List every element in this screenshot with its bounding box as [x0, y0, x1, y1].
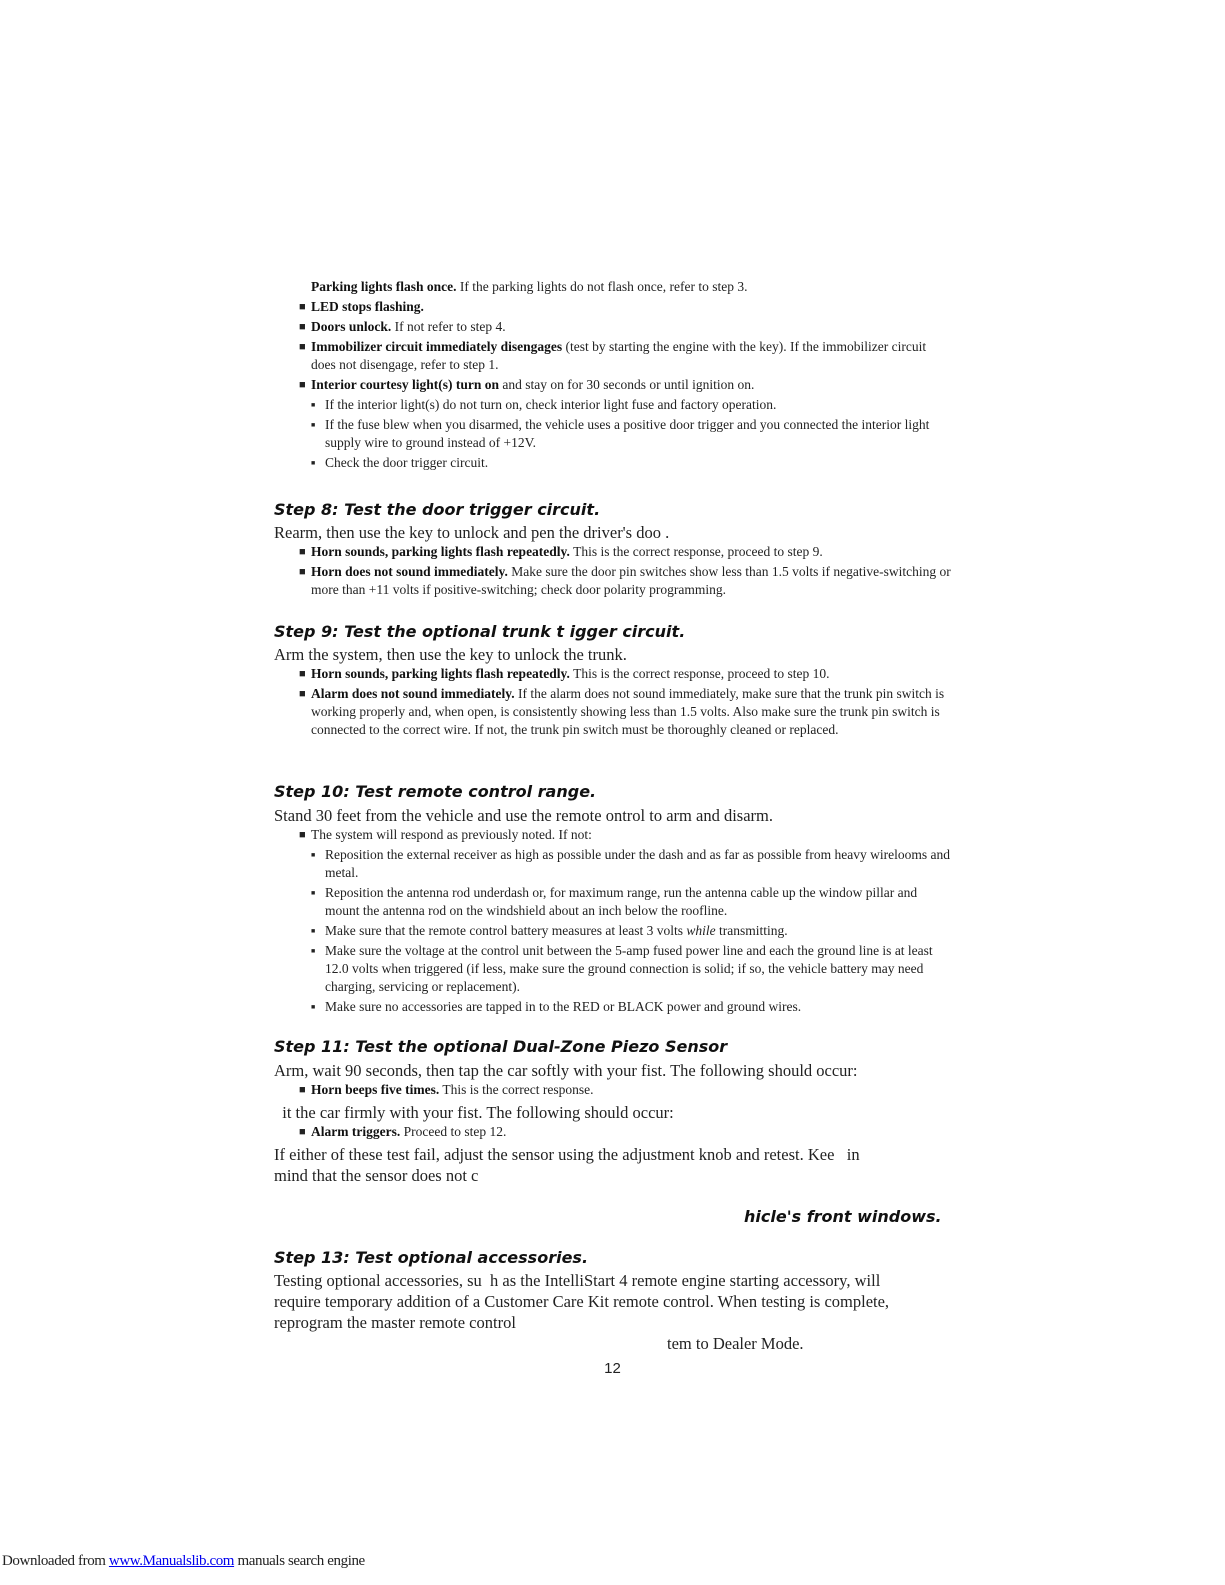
square-bullet-icon: ■ — [299, 1126, 306, 1138]
list-item: ■ Horn beeps five times. This is the correct response. — [299, 1082, 594, 1097]
sub-item: ■ If the interior light(s) do not turn on, check interior light fuse and factory operation. — [311, 397, 777, 412]
sub-item: ■ Make sure that the remote control battery measures at least 3 volts while transmitting. — [311, 923, 788, 938]
sub-item: ■ Make sure no accessories are tapped in to the RED or BLACK power and ground wires. — [311, 999, 802, 1014]
square-bullet-icon: ■ — [299, 668, 306, 680]
parking-lights-item — [274, 278, 954, 296]
step10-intro: Stand 30 feet from the vehicle and use the remote ontrol to arm and disarm. — [274, 806, 773, 825]
step11-intro-2: it the car firmly with your fist. The following should occur: — [274, 1103, 674, 1122]
step11-para-line1: If either of these test fail, adjust the sensor using the adjustment knob and retest. Kee in — [274, 1145, 860, 1164]
square-bullet-icon: ■ — [299, 301, 306, 313]
step9-intro: Arm the system, then use the key to unlock the trunk. — [274, 645, 627, 664]
small-bullet-icon: ■ — [311, 889, 316, 897]
small-bullet-icon: ■ — [311, 927, 316, 935]
step11-para-line2: mind that the sensor does not c — [274, 1166, 479, 1185]
list-item: ■ Alarm triggers. Proceed to step 12. — [299, 1124, 507, 1139]
step11-heading: Step 11: Test the optional Dual-Zone Piezo Sensor — [274, 1037, 728, 1056]
sub-item: ■ Make sure the voltage at the control unit between the 5-amp fused power line and each the ground line is at least 12.0 volts when triggered (if less, make sure the ground connection is solid; if so, the vehicle battery may need charging, servicing or replacement). — [311, 943, 933, 994]
square-bullet-icon: ■ — [299, 1084, 306, 1096]
square-bullet-icon: ■ — [299, 688, 306, 700]
small-bullet-icon: ■ — [311, 459, 316, 467]
interior-light-bold: Interior courtesy light(s) turn on — [311, 377, 499, 392]
small-bullet-icon: ■ — [311, 401, 316, 409]
parking-lights-text: If the parking lights do not flash once, refer to step 3. — [459, 279, 748, 294]
interior-light-text: and stay on for 30 seconds or until ignition on. — [502, 377, 755, 392]
step9-list — [274, 665, 954, 739]
led-item — [299, 298, 954, 316]
page-number: 12 — [604, 1360, 621, 1377]
step10-list — [274, 826, 954, 1016]
manualslib-link[interactable]: www.Manualslib.com — [108, 1553, 235, 1569]
interior-light-item — [299, 376, 954, 394]
square-bullet-icon: ■ — [299, 566, 306, 578]
immobilizer-text: (test by starting the engine with the key). If the immobilizer circuit does not disengage, refer to step 1. — [311, 339, 927, 372]
step8-list — [274, 543, 954, 599]
step13-line3: reprogram the master remote control — [274, 1313, 516, 1332]
doors-item — [299, 318, 954, 336]
sub-item: ■ Reposition the external receiver as high as possible under the dash and as far as possible from heavy wirelooms and metal. — [311, 847, 950, 880]
immobilizer-bold: Immobilizer circuit immediately disengages — [311, 339, 563, 354]
small-bullet-icon: ■ — [311, 1003, 316, 1011]
step12-heading-fragment: hicle's front windows. — [744, 1207, 942, 1226]
step13-line4: tem to Dealer Mode. — [667, 1334, 804, 1353]
square-bullet-icon: ■ — [299, 379, 306, 391]
sub-item: ■ Check the door trigger circuit. — [311, 455, 489, 470]
step11-list-1 — [274, 1081, 954, 1099]
download-footer — [2, 1553, 365, 1570]
doors-bold: Doors unlock. — [311, 319, 392, 334]
led-bold: LED stops flashing. — [311, 299, 424, 314]
top-result-list — [274, 278, 954, 472]
parking-lights-bold: Parking lights flash once. — [311, 279, 457, 294]
footer-prefix: Downloaded from — [2, 1553, 106, 1569]
small-bullet-icon: ■ — [311, 947, 316, 955]
list-item: ■ Horn sounds, parking lights flash repeatedly. This is the correct response, proceed to step 9. — [299, 544, 823, 559]
small-bullet-icon: ■ — [311, 851, 316, 859]
step11-intro: Arm, wait 90 seconds, then tap the car softly with your fist. The following should occur: — [274, 1061, 858, 1080]
immobilizer-item — [299, 338, 954, 374]
footer-suffix: manuals search engine — [237, 1553, 365, 1569]
list-item: ■ Alarm does not sound immediately. If the alarm does not sound immediately, make sure that the trunk pin switch is working properly and, when open, is consistently showing less than 1.5 volts. Also make sure the trunk pin switch is connected to the correct wire. If not, the trunk pin switch must be thoroughly cleaned or replaced. — [299, 686, 945, 737]
square-bullet-icon: ■ — [299, 341, 306, 353]
list-item: ■ Horn sounds, parking lights flash repeatedly. This is the correct response, proceed to step 10. — [299, 666, 830, 681]
step10-heading: Step 10: Test remote control range. — [274, 782, 597, 801]
doors-text: If not refer to step 4. — [394, 319, 506, 334]
step13-line1: Testing optional accessories, su h as the IntelliStart 4 remote engine starting accessory, will — [274, 1271, 881, 1290]
step8-heading: Step 8: Test the door trigger circuit. — [274, 500, 601, 519]
step9-heading: Step 9: Test the optional trunk t igger circuit. — [274, 622, 686, 641]
step8-intro: Rearm, then use the key to unlock and pen the driver's doo . — [274, 523, 670, 542]
list-item: ■ The system will respond as previously noted. If not: — [299, 827, 592, 842]
sub-item: ■ Reposition the antenna rod underdash or, for maximum range, run the antenna cable up the window pillar and mount the antenna rod on the windshield about an inch below the roofline. — [311, 885, 918, 918]
sub-item: ■ If the fuse blew when you disarmed, the vehicle uses a positive door trigger and you connected the interior light supply wire to ground instead of +12V. — [311, 417, 930, 450]
step13-line2: require temporary addition of a Customer Care Kit remote control. When testing is complete, — [274, 1292, 890, 1311]
step11-list-2 — [274, 1123, 954, 1141]
small-bullet-icon: ■ — [311, 421, 316, 429]
square-bullet-icon: ■ — [299, 546, 306, 558]
list-item: ■ Horn does not sound immediately. Make sure the door pin switches show less than 1.5 volts if negative-switching or more than +11 volts if positive-switching; check door polarity programming. — [299, 564, 951, 597]
step13-heading: Step 13: Test optional accessories. — [274, 1248, 589, 1267]
square-bullet-icon: ■ — [299, 829, 306, 841]
square-bullet-icon: ■ — [299, 321, 306, 333]
